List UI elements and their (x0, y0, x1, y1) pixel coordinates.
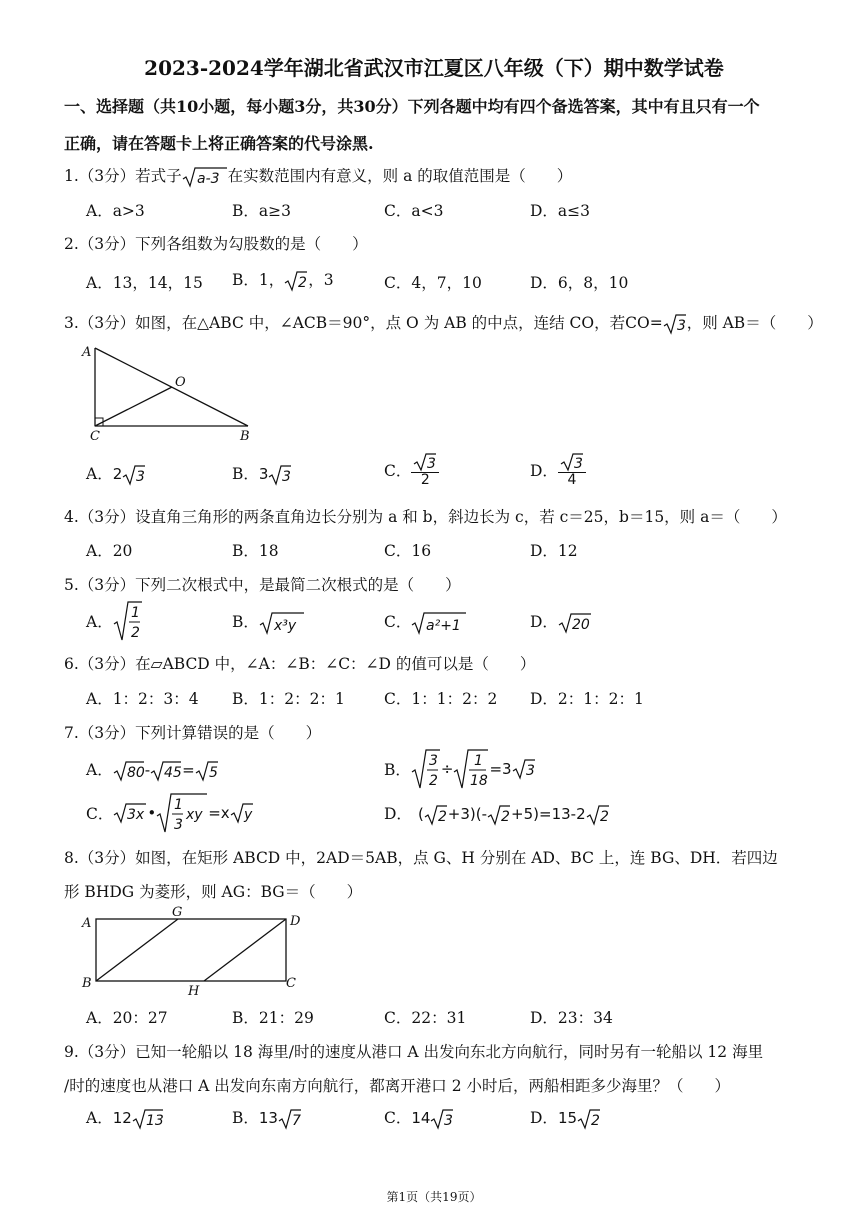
segment-bg (96, 919, 178, 981)
svg-text:2: 2 (298, 275, 308, 291)
label-c: C (286, 976, 296, 991)
q4-option-a: A．20 (86, 542, 133, 560)
question-9-line1: 9.（3分）已知一轮船以 18 海里/时的速度从港口 A 出发向东北方向航行，同时另有一轮船以 12 海里 (64, 1043, 764, 1061)
q5-option-b: B． x³y (232, 610, 305, 635)
label-a: A (82, 345, 92, 360)
q6-option-c: C．1：1：2：2 (384, 690, 498, 708)
svg-text:2: 2 (130, 625, 140, 641)
q1-stem-pre: 1.（3分）若式子 (64, 167, 182, 185)
sqrt-radical (663, 313, 687, 335)
sqrt-radical (411, 611, 467, 635)
q1-stem-post: 在实数范围内有意义，则 a 的取值范围是（ ） (227, 167, 573, 185)
sqrt-radical (259, 611, 305, 635)
label-c: C (90, 429, 100, 444)
svg-text:3: 3 (444, 1113, 454, 1129)
question-7: 7.（3分）下列计算错误的是（ ） (64, 724, 322, 742)
svg-text:3: 3 (573, 456, 583, 472)
svg-text:3: 3 (282, 469, 292, 485)
svg-text:1: 1 (174, 797, 184, 813)
sqrt-radical (411, 748, 441, 790)
sqrt-radical (424, 804, 448, 826)
sqrt-radical (268, 464, 292, 486)
q1-option-d: D．a≤3 (530, 202, 591, 220)
q2-option-c: C．4，7，10 (384, 274, 482, 292)
label-a: A (82, 916, 92, 931)
svg-text:2: 2 (428, 773, 438, 789)
sqrt-radical (132, 1108, 164, 1130)
svg-text:xy: xy (186, 807, 203, 823)
svg-text:7: 7 (291, 1113, 301, 1129)
page-footer: 第1页（共19页） (386, 1190, 482, 1204)
sqrt-radical (453, 748, 489, 790)
q1-option-c: C．a<3 (384, 202, 444, 220)
q5-option-c: C． a²+1 (384, 610, 467, 635)
q4-option-b: B．18 (232, 542, 279, 560)
svg-text:3: 3 (428, 753, 438, 769)
svg-text:45: 45 (164, 765, 182, 781)
svg-text:2: 2 (437, 809, 447, 825)
sqrt-radical (430, 1108, 454, 1130)
svg-text:20: 20 (571, 617, 590, 633)
label-g: G (172, 905, 183, 920)
svg-text:1: 1 (130, 605, 140, 621)
svg-text:2: 2 (591, 1113, 600, 1129)
label-d: D (290, 914, 301, 929)
q7-option-d: D． ( 2 +3)(- 2 +5)=13-2 2 (384, 805, 609, 825)
svg-text:3: 3 (676, 318, 686, 334)
q8-option-a: A．20：27 (86, 1009, 168, 1027)
q8-option-b: B．21：29 (232, 1009, 314, 1027)
q3-option-b: B．3 3 (232, 465, 292, 485)
sqrt-radical (122, 464, 146, 486)
q7-option-c: C． 3x • 1 3 xy =x y (86, 792, 254, 834)
sqrt-radical (558, 612, 592, 634)
segment-co (95, 387, 172, 426)
svg-text:y: y (243, 807, 252, 823)
section-heading-line2: 正确，请在答题卡上将正确答案的代号涂黑. (64, 134, 374, 153)
q6-option-b: B．1：2：2：1 (232, 690, 345, 708)
question-8-line2: 形 BHDG 为菱形，则 AG：BG＝（ ） (64, 883, 363, 901)
svg-text:3: 3 (136, 469, 146, 485)
svg-text:13: 13 (145, 1113, 164, 1129)
svg-text:80: 80 (126, 765, 145, 781)
sqrt-radical (195, 760, 219, 782)
svg-text:2: 2 (599, 809, 609, 825)
q1-option-a: A．a>3 (86, 202, 145, 220)
rectangle-abcd (96, 919, 286, 981)
triangle-figure (80, 340, 270, 448)
label-h: H (188, 984, 200, 997)
question-2: 2.（3分）下列各组数为勾股数的是（ ） (64, 235, 368, 253)
q6-option-d: D．2：1：2：1 (530, 690, 644, 708)
sqrt-radical (156, 792, 208, 834)
svg-text:3: 3 (525, 763, 535, 779)
question-6: 6.（3分）在▱ABCD 中，∠A：∠B：∠C：∠D 的值可以是（ ） (64, 655, 536, 673)
page-title: 2023-2024学年湖北省武汉市江夏区八年级（下）期中数学试卷 (144, 56, 724, 80)
q7-option-a: A． 80 - 45 = 5 (86, 761, 218, 781)
label-b: B (240, 429, 250, 444)
q9-option-b: B．13 7 (232, 1109, 301, 1129)
sqrt-radical (586, 804, 610, 826)
q6-option-a: A．1：2：3：4 (86, 690, 199, 708)
segment-hd (204, 919, 286, 981)
question-3: 3.（3分）如图，在△ABC 中，∠ACB＝90°，点 O 为 AB 的中点，连结 CO，若CO= 3 ，则 AB＝（ ） (64, 314, 823, 334)
q4-option-c: C．16 (384, 542, 432, 560)
sqrt-radical (113, 760, 145, 782)
sqrt-radical (512, 758, 536, 780)
q5-option-a: A． 1 2 (86, 600, 143, 642)
question-1 (64, 164, 572, 188)
sqrt-radical (487, 804, 511, 826)
q3-option-d: D． $\frac{3}{4}$ (530, 452, 586, 488)
question-9-line2: /时的速度也从港口 A 出发向东南方向航行，都离开港口 2 小时后，两船相距多少海里？（ ） (64, 1077, 730, 1095)
sqrt-radical (113, 600, 143, 642)
svg-text:x³y: x³y (273, 618, 297, 634)
q9-option-c: C．14 3 (384, 1109, 454, 1129)
sqrt-radical (113, 802, 147, 824)
svg-text:3: 3 (174, 817, 184, 833)
q9-option-d: D．15 2 (530, 1109, 600, 1129)
rectangle-figure (78, 905, 308, 997)
svg-text:3x: 3x (127, 807, 145, 823)
svg-text:3: 3 (427, 456, 437, 472)
svg-text:1: 1 (474, 753, 484, 769)
question-8-line1: 8.（3分）如图，在矩形 ABCD 中，2AD＝5AB，点 G、H 分别在 AD、BC 上，连 BG、DH．若四边 (64, 849, 778, 867)
sqrt-radical (150, 760, 182, 782)
sqrt-radical (230, 802, 254, 824)
sqrt-radical (577, 1108, 601, 1130)
svg-text:a²+1: a²+1 (426, 618, 462, 634)
sqrt-radical (278, 1108, 302, 1130)
q5-option-d: D． 20 (530, 610, 592, 634)
q4-option-d: D．12 (530, 542, 578, 560)
q2-option-a: A．13，14，15 (86, 274, 203, 292)
sqrt-radical (284, 270, 308, 292)
q3-option-c: C． $\frac{3}{2}$ (384, 452, 439, 488)
section-heading-line1: 一、选择题（共10小题，每小题3分，共30分）下列各题中均有四个备选答案，其中有且只有一个 (64, 97, 760, 116)
q7-option-b: B． 3 2 ÷ 1 18 =3 3 (384, 748, 536, 790)
svg-text:18: 18 (470, 773, 489, 789)
label-o: O (175, 375, 186, 390)
q1-option-b: B．a≥3 (232, 202, 291, 220)
q8-option-d: D．23：34 (530, 1009, 613, 1027)
svg-text:5: 5 (208, 765, 218, 781)
q9-option-a: A．12 13 (86, 1109, 164, 1129)
question-4: 4.（3分）设直角三角形的两条直角边长分别为 a 和 b，斜边长为 c，若 c＝25，b＝15，则 a＝（ ） (64, 508, 787, 526)
label-b: B (82, 976, 92, 991)
svg-text:2: 2 (501, 809, 510, 825)
q2-option-d: D．6，8，10 (530, 274, 629, 292)
q1-radicand: a-3 (196, 171, 220, 187)
q2-option-b: B．1， 2 ，3 (232, 271, 334, 291)
q8-option-c: C．22：31 (384, 1009, 467, 1027)
sqrt-radical (182, 166, 228, 188)
question-5: 5.（3分）下列二次根式中，是最简二次根式的是（ ） (64, 576, 461, 594)
q3-option-a: A．2 3 (86, 465, 146, 485)
